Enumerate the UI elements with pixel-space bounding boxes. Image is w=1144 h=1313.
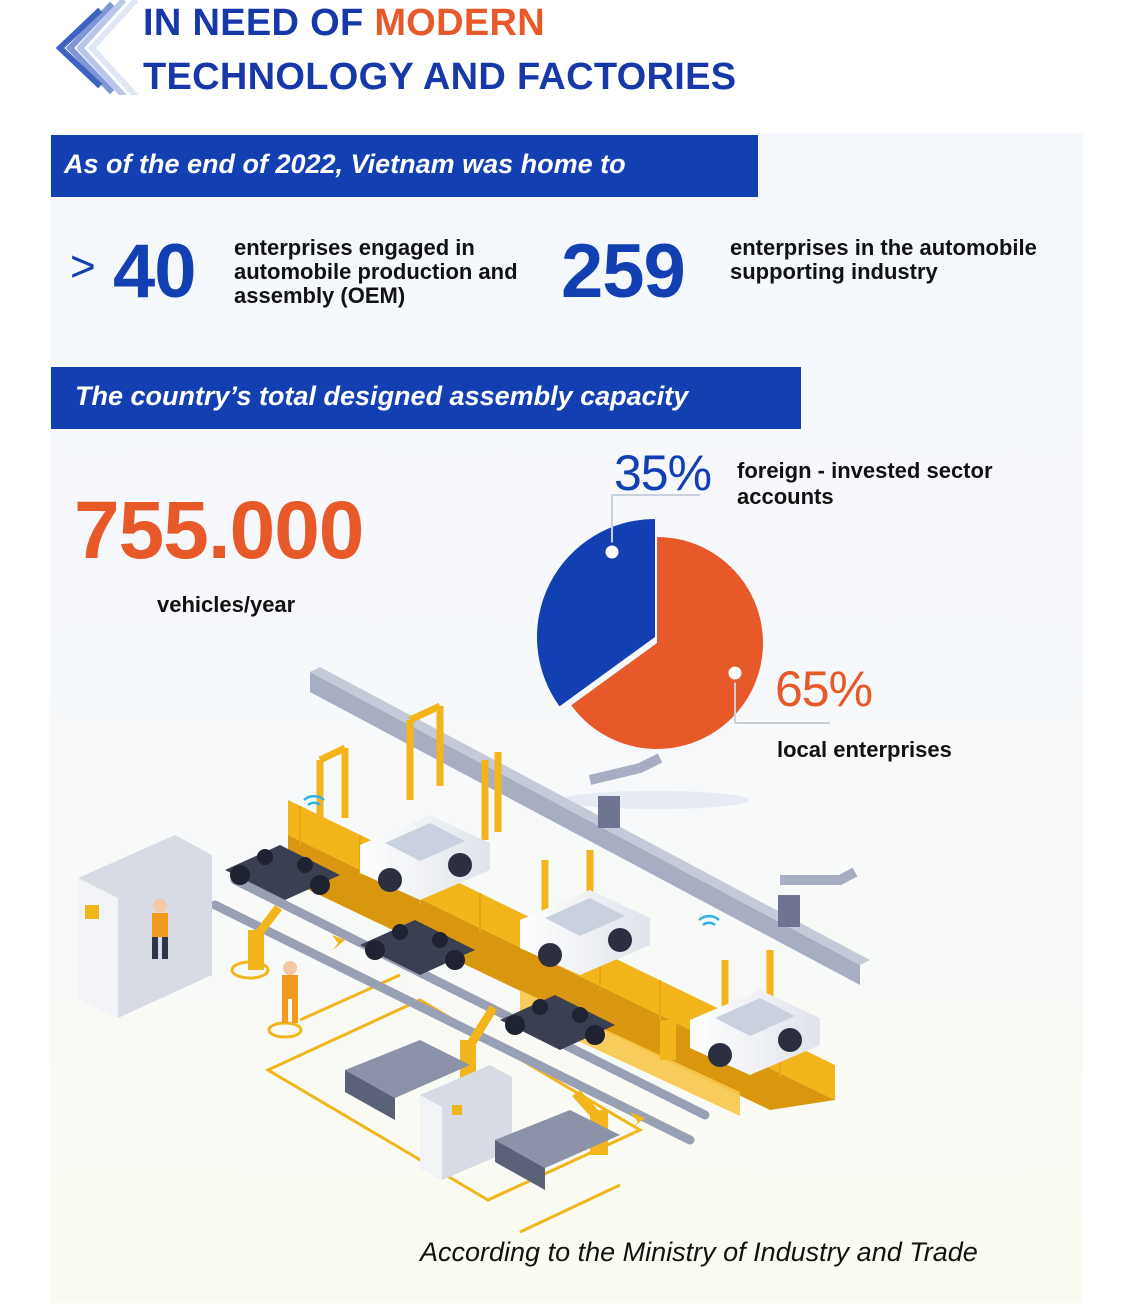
foreign-percent: 35% [614,445,712,501]
page-title: IN NEED OF MODERN [143,2,546,44]
oem-count: 40 [113,229,196,314]
page-title-accent: MODERN [374,2,546,44]
greater-than-symbol: > [70,242,96,291]
foreign-label: foreign - invested sector accounts [737,458,993,509]
oem-description: enterprises engaged in automobile production and assembly (OEM) [234,235,518,308]
local-label: local enterprises [777,737,952,762]
supporting-count: 259 [561,229,685,314]
local-percent: 65% [775,661,873,717]
capacity-unit: vehicles/year [157,592,296,617]
source-note: According to the Ministry of Industry and Trade [420,1237,978,1267]
supporting-description: enterprises in the automobile supporting industry [730,235,1037,284]
capacity-value: 755.000 [74,485,364,576]
section-heading-capacity: The country’s total designed assembly capacity [51,367,801,429]
section-heading-enterprises: As of the end of 2022, Vietnam was home to [51,135,758,197]
page-title-line2: TECHNOLOGY AND FACTORIES [143,56,737,98]
